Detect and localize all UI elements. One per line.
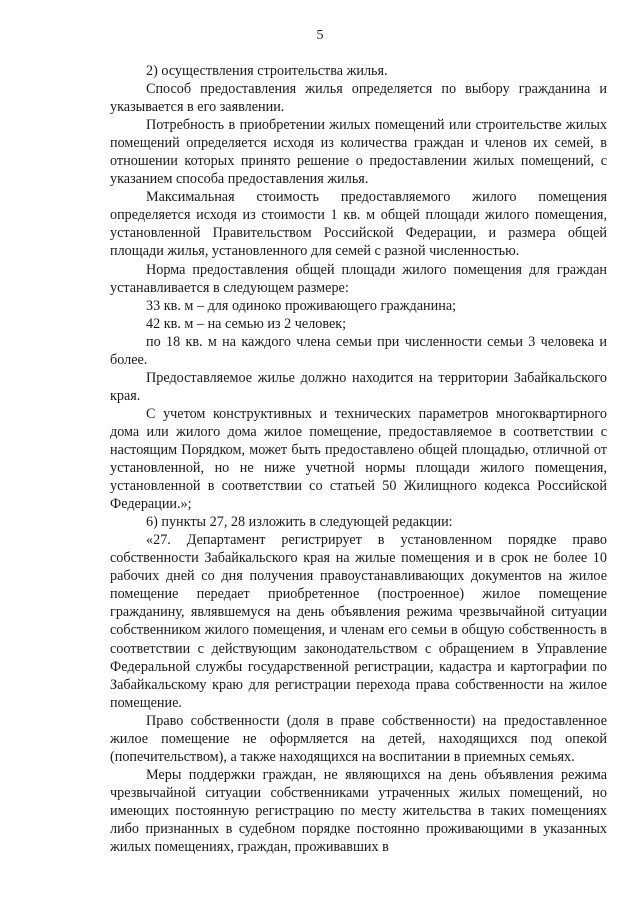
paragraph: Предоставляемое жилье должно находится на территории Забайкальского края. <box>110 369 607 404</box>
paragraph: С учетом конструктивных и технических параметров многоквартирного дома или жилого дома жилое помещение, предоставляемое в соответствии с настоящим Порядком, может быть предоставлено общей площадью, отличной от установленной, но не ниже учетной нормы площади жилого помещения, установленной в соответствии со статьей 50 Жилищного кодекса Российской Федерации.»; <box>110 405 607 513</box>
paragraph: Максимальная стоимость предоставляемого жилого помещения определяется исходя из стоимости 1 кв. м общей площади жилого помещения, установленной Правительством Российской Федерации, и размера общей площади жилья, установленного для семей с разной численностью. <box>110 189 607 260</box>
list-item: по 18 кв. м на каждого члена семьи при численности семьи 3 человека и более. <box>110 333 607 368</box>
list-item: 33 кв. м – для одиноко проживающего гражданина; <box>146 297 457 314</box>
list-item: 6) пункты 27, 28 изложить в следующей редакции: <box>146 514 453 531</box>
page-number: 5 <box>316 28 324 43</box>
paragraph: Меры поддержки граждан, не являющихся на день объявления режима чрезвычайной ситуации собственниками утраченных жилых помещений, но имеющих постоянную регистрацию по месту жительства в таких помещениях либо признанных в судебном порядке постоянно проживающими в указанных жилых помещениях, граждан, проживавших в <box>110 766 607 856</box>
paragraph: Право собственности (доля в праве собственности) на предоставленное жилое помещение не оформляется на детей, находящихся под опекой (попечительством), а также находящихся на воспитании в приемных семьях. <box>110 712 607 765</box>
document-body <box>110 62 607 856</box>
list-item: 42 кв. м – на семью из 2 человек; <box>146 315 347 332</box>
paragraph: Способ предоставления жилья определяется по выбору гражданина и указывается в его заявлении. <box>110 81 607 116</box>
list-item: 2) осуществления строительства жилья. <box>146 63 388 79</box>
paragraph: Потребность в приобретении жилых помещений или строительстве жилых помещений определяется исходя из количества граждан и членов их семей, в отношении которых принято решение о предоставлении жилых помещений, с указанием способа предоставления жилья. <box>110 117 607 188</box>
paragraph: «27. Департамент регистрирует в установленном порядке право собственности Забайкальского края на жилые помещения и в срок не более 10 рабочих дней со дня получения правоустанавливающих документов на жилое помещение передает приобретенное (построенное) жилое помещение гражданину, являвшемуся на день объявления режима чрезвычайной ситуации собственником жилого помещения, и членам его семьи в общую собственность в соответствии с действующим законодательством с обращением в Управление Федеральной службы государственной регистрации, кадастра и картографии по Забайкальскому краю для регистрации перехода права собственности на жилое помещение. <box>110 532 607 711</box>
paragraph: Норма предоставления общей площади жилого помещения для граждан устанавливается в следующем размере: <box>110 261 607 296</box>
